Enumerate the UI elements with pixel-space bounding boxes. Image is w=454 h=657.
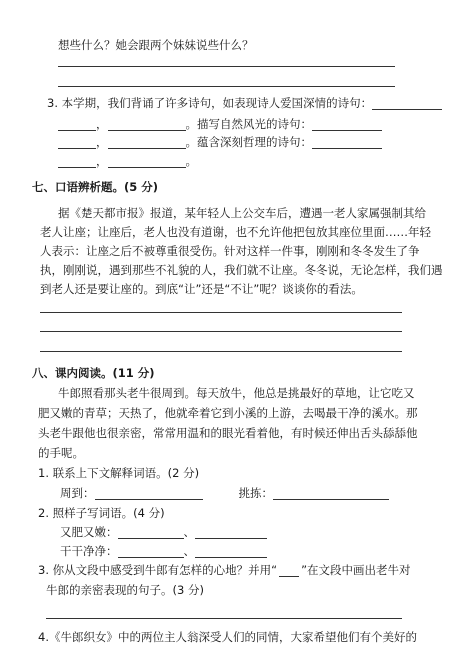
separator: 、 <box>183 544 195 558</box>
q4-line-1: 4.《牛郎织女》中的两位主人翁深受人们的同情，大家希望他们有个美好的 <box>38 630 417 644</box>
answer-blank[interactable] <box>108 155 186 168</box>
answer-blank[interactable] <box>118 526 184 539</box>
q3-line-2: 牛郎的亲密表现的句子。(3 分) <box>46 583 204 597</box>
section-7-title: 七、口语辨析题。(5 分) <box>32 180 159 194</box>
answer-blank[interactable] <box>118 545 184 558</box>
answer-line[interactable] <box>58 66 395 67</box>
q2-row-1 <box>60 525 267 539</box>
passage-line: 头老牛跟他也很亲密，常常用温和的眼光看着他，有时候还伸出舌头舔舔他 <box>38 426 418 440</box>
separator: 、 <box>183 525 195 539</box>
section-7-line: 据《楚天都市报》报道，某年轻人上公交车后，遭遇一老人家属强制其给 <box>58 206 426 220</box>
answer-blank[interactable] <box>273 487 389 500</box>
answer-blank[interactable] <box>312 118 382 131</box>
q3-row-1 <box>47 96 442 110</box>
q3-row-2 <box>58 117 382 131</box>
q3-text-a: 3. 你从文段中感受到牛郎有怎样的心地？并用“ <box>38 563 278 577</box>
q1-row <box>60 486 389 500</box>
comma: ， <box>96 117 108 131</box>
section-7-line: 执，刚刚说，遇到那些不礼貌的人，我们就不让座。冬冬说，无论怎样，我们遇 <box>40 263 443 277</box>
q3-end-mark: 。 <box>185 154 197 168</box>
q2-example-2: 干干净净： <box>60 544 118 558</box>
answer-blank[interactable] <box>195 545 267 558</box>
q1-word-1: 周到： <box>60 486 95 500</box>
q3-philosophy-label: 。蕴含深刻哲理的诗句： <box>185 135 312 149</box>
q2-title: 2. 照样子写词语。(4 分) <box>38 506 165 520</box>
answer-line[interactable] <box>40 312 402 313</box>
answer-blank[interactable] <box>312 136 382 149</box>
section-8-title: 八、课内阅读。(11 分) <box>32 366 155 380</box>
answer-blank[interactable] <box>58 136 96 149</box>
q2-example-1: 又肥又嫩： <box>60 525 118 539</box>
comma: ， <box>96 154 108 168</box>
passage-line: 的手呢。 <box>38 446 84 460</box>
answer-blank[interactable] <box>58 155 96 168</box>
answer-blank[interactable] <box>108 118 186 131</box>
q3-line-1 <box>38 563 411 577</box>
q1-word-2: 挑拣： <box>238 486 273 500</box>
answer-line[interactable] <box>40 351 402 352</box>
section-7-line: 人表示：让座之后不被尊重很受伤。针对这样一件事，刚刚和冬冬发生了争 <box>40 244 420 258</box>
answer-line[interactable] <box>46 618 402 619</box>
passage-line: 牛郎照看那头老牛很周到。每天放牛，他总是挑最好的草地，让它吃又 <box>58 386 415 400</box>
section-7-line: 老人让座；让座后，老人也没有道谢，也不允许他把包放其座位里面……年轻 <box>40 225 431 239</box>
q3-intro: 3. 本学期，我们背诵了许多诗句，如表现诗人爱国深情的诗句： <box>47 96 373 110</box>
q2-row-2 <box>60 544 267 558</box>
answer-line[interactable] <box>58 86 395 87</box>
answer-blank[interactable] <box>58 118 96 131</box>
mark-symbol <box>279 565 299 577</box>
q3-row-4 <box>58 154 197 168</box>
answer-blank[interactable] <box>195 526 267 539</box>
q1-title: 1. 联系上下文解释词语。(2 分) <box>38 466 200 480</box>
q3-row-3 <box>58 135 382 149</box>
answer-blank[interactable] <box>108 136 186 149</box>
section-7-line: 到老人还是要让座的。到底“让”还是“不让”呢？谈谈你的看法。 <box>40 282 363 296</box>
answer-blank[interactable] <box>372 97 442 110</box>
q3-text-b: ”在文段中画出老牛对 <box>301 563 411 577</box>
passage-line: 肥又嫩的青草；天热了，他就牵着它到小溪的上游，去喝最干净的溪水。那 <box>38 406 418 420</box>
q3-scenery-label: 。描写自然风光的诗句： <box>185 117 312 131</box>
comma: ， <box>96 135 108 149</box>
question-2-tail: 想些什么？她会跟两个妹妹说些什么？ <box>58 38 254 52</box>
answer-line[interactable] <box>40 331 402 332</box>
answer-blank[interactable] <box>95 487 203 500</box>
